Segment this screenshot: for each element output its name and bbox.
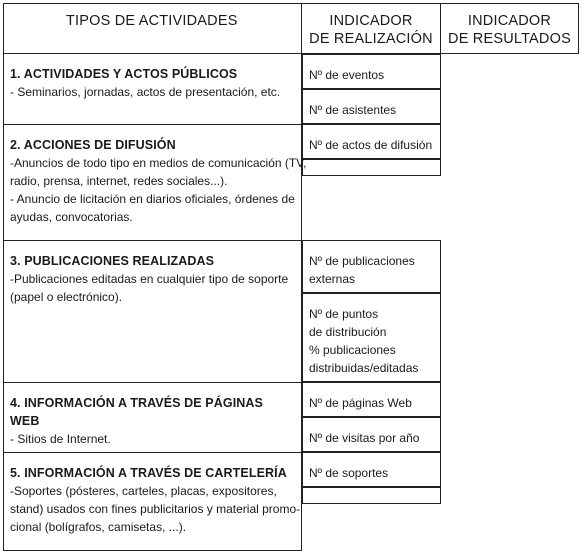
activity-description-line: -Soportes (pósteres, carteles, placas, expositores,: [10, 483, 277, 498]
realization-indicator-cell: Nº de eventos: [302, 54, 441, 89]
header-realization-indicator: INDICADOR DE REALIZACIÓN: [302, 4, 441, 54]
results-indicator-cell: [302, 487, 441, 504]
activity-description-line: radio, prensa, internet, redes sociales...).: [10, 173, 228, 188]
realization-indicator-cell: Nº de soportes: [302, 452, 441, 487]
results-indicator-cell: Nº de puntos de distribución % publicaciones distribuidas/editadas: [302, 293, 441, 382]
realization-indicator-cell: Nº de actos de difusión: [302, 124, 441, 159]
results-indicator-cell: Nº de asistentes: [302, 89, 441, 124]
results-indicator-cell: Nº de visitas por año: [302, 417, 441, 452]
activity-description-line: stand) usados con fines publicitarios y material promo-: [10, 501, 301, 516]
activity-cell: [4, 124, 307, 240]
activity-description-line: cional (bolígrafos, camisetas, ...).: [10, 519, 187, 534]
activity-description-line: -Publicaciones editadas en cualquier tipo de soporte: [10, 271, 289, 286]
header-row: [4, 4, 579, 54]
activity-title: 1. ACTIVIDADES Y ACTOS PÚBLICOS: [10, 67, 238, 81]
activity-cell: [4, 382, 302, 452]
activity-title: 5. INFORMACIÓN A TRAVÉS DE CARTELERÍA: [10, 465, 287, 480]
table-row: [4, 452, 579, 550]
activity-description-line: (papel o electrónico).: [10, 289, 123, 304]
realization-indicator-cell: Nº de publicaciones externas: [302, 240, 441, 293]
results-indicator-cell: [302, 159, 441, 176]
table-row: [4, 124, 579, 240]
activity-description-line: - Seminarios, jornadas, actos de presentación, etc.: [10, 85, 281, 99]
activity-description-line: ayudas, convocatorias.: [10, 209, 133, 224]
table-row: [4, 382, 579, 452]
header-results-indicator: INDICADOR DE RESULTADOS: [441, 4, 579, 54]
realization-indicator-cell: Nº de páginas Web: [302, 382, 441, 417]
table-row: [4, 54, 579, 125]
header-activity-types: TIPOS DE ACTIVIDADES: [4, 4, 302, 54]
table-row: [4, 240, 579, 382]
activity-title: 4. INFORMACIÓN A TRAVÉS DE PÁGINAS WEB: [10, 395, 263, 428]
activity-description-line: - Sitios de Internet.: [10, 431, 111, 446]
activity-cell: [4, 54, 302, 125]
activity-description-line: - Anuncio de licitación en diarios oficiales, órdenes de: [10, 191, 295, 206]
activity-title: 2. ACCIONES DE DIFUSIÓN: [10, 137, 176, 152]
activity-title: 3. PUBLICACIONES REALIZADAS: [10, 253, 215, 268]
activity-cell: [4, 452, 302, 550]
activity-description-line: -Anuncios de todo tipo en medios de comunicación (TV,: [10, 155, 307, 170]
activity-cell: [4, 240, 302, 382]
activities-indicator-table: [3, 3, 579, 551]
